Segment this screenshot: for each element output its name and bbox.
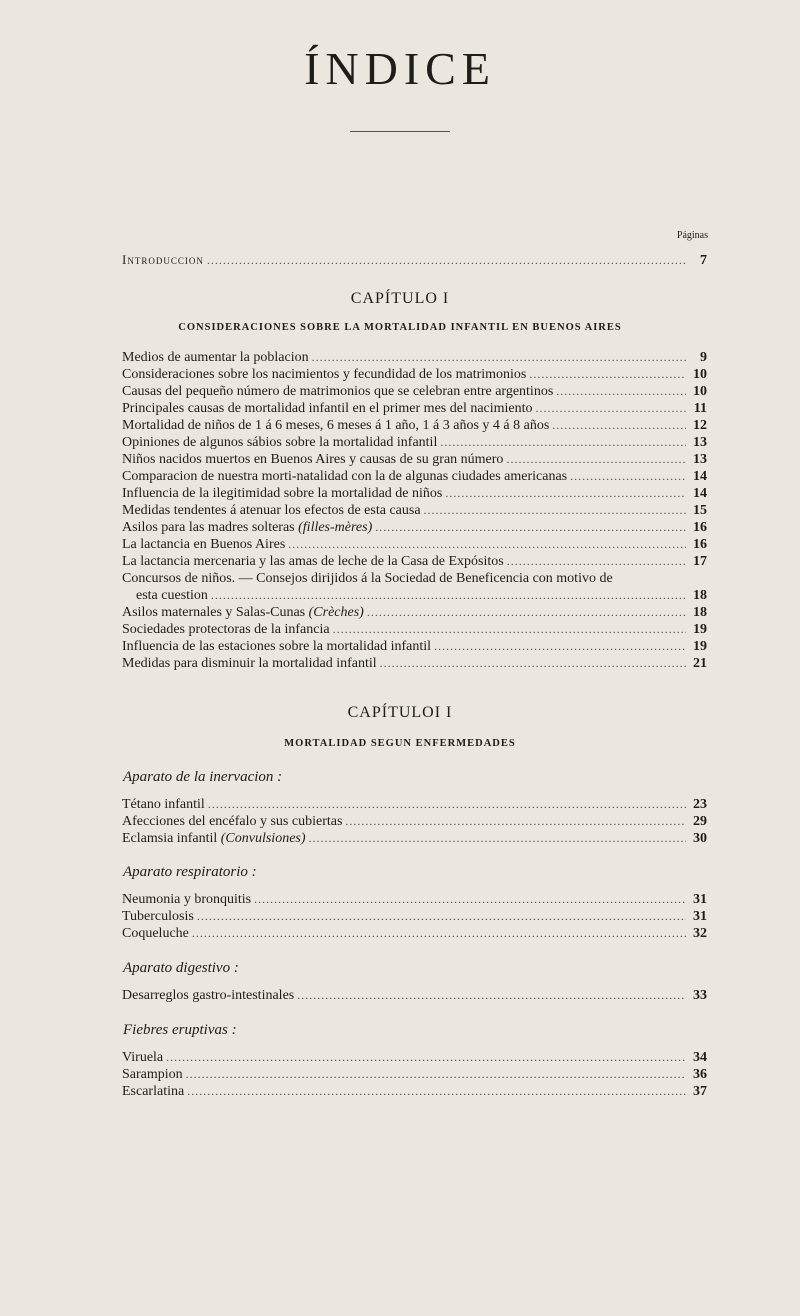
entry-title: Mortalidad de niños de 1 á 6 meses, 6 meses á 1 año, 1 á 3 años y 4 á 8 años xyxy=(122,418,550,433)
entry-title: Medidas para disminuir la mortalidad infantil xyxy=(122,656,377,671)
index-entry[interactable] xyxy=(122,892,707,907)
index-entry[interactable] xyxy=(122,520,707,535)
dot-leader xyxy=(254,892,686,907)
entry-title: Sarampion xyxy=(122,1067,183,1082)
entry-page: 18 xyxy=(693,605,707,620)
entry-title: Influencia de la ilegitimidad sobre la mortalidad de niños xyxy=(122,486,443,501)
index-entry[interactable] xyxy=(122,656,707,671)
chapter-heading: CAPÍTULO I xyxy=(350,290,450,307)
entry-page: 12 xyxy=(693,418,707,433)
index-entry[interactable] xyxy=(122,452,707,467)
entry-page: 10 xyxy=(693,384,707,399)
entry-page: 31 xyxy=(693,909,707,924)
index-entry[interactable] xyxy=(122,622,707,637)
index-entry[interactable] xyxy=(122,401,707,416)
dot-leader xyxy=(186,1067,686,1082)
dot-leader xyxy=(312,350,686,365)
entry-title: Afecciones del encéfalo y sus cubiertas xyxy=(122,814,343,829)
entry-page: 13 xyxy=(693,435,707,450)
entry-page: 16 xyxy=(693,520,707,535)
entry-title: Niños nacidos muertos en Buenos Aires y causas de su gran número xyxy=(122,452,504,467)
chapter-heading: CAPÍTULOI I xyxy=(347,704,453,721)
entry-page: 19 xyxy=(693,639,707,654)
index-entry-wrapped-line1[interactable] xyxy=(122,571,707,586)
entry-page: 18 xyxy=(693,588,707,603)
entry-title: Sociedades protectoras de la infancia xyxy=(122,622,330,637)
dot-leader xyxy=(187,1084,686,1099)
entry-title: Viruela xyxy=(122,1050,164,1065)
section-heading: Fiebres eruptivas : xyxy=(123,1022,237,1038)
dot-leader xyxy=(197,909,686,924)
chapter-subheading: MORTALIDAD SEGUN ENFERMEDADES xyxy=(284,738,516,749)
chapter-subheading: CONSIDERACIONES SOBRE LA MORTALIDAD INFANTIL EN BUENOS AIRES xyxy=(178,322,622,333)
entry-page: 30 xyxy=(693,831,707,846)
entry-page: 33 xyxy=(693,988,707,1003)
entry-title: Principales causas de mortalidad infantil en el primer mes del nacimiento xyxy=(122,401,533,416)
dot-leader xyxy=(445,486,686,501)
entry-page: 7 xyxy=(700,253,707,268)
dot-leader xyxy=(380,656,686,671)
dot-leader xyxy=(570,469,686,484)
title-divider xyxy=(350,131,450,132)
dot-leader xyxy=(309,831,686,846)
dot-leader xyxy=(297,988,686,1003)
index-entry[interactable] xyxy=(122,350,707,365)
entry-page: 14 xyxy=(693,486,707,501)
entry-title-continued: esta cuestion xyxy=(136,588,208,603)
index-entry[interactable] xyxy=(122,988,707,1003)
index-entry[interactable] xyxy=(122,814,707,829)
dot-leader xyxy=(192,926,686,941)
entry-page: 36 xyxy=(693,1067,707,1082)
entry-title: La lactancia mercenaria y las amas de leche de la Casa de Expósitos xyxy=(122,554,504,569)
index-entry[interactable] xyxy=(122,1050,707,1065)
index-entry[interactable] xyxy=(122,926,707,941)
entry-page: 37 xyxy=(693,1084,707,1099)
index-entry[interactable] xyxy=(122,486,707,501)
entry-title: Causas del pequeño número de matrimonios que se celebran entre argentinos xyxy=(122,384,554,399)
index-entry[interactable] xyxy=(122,537,707,552)
dot-leader xyxy=(440,435,686,450)
entry-title: Asilos maternales y Salas-Cunas (Crèches) xyxy=(122,605,364,620)
entry-title: Eclamsia infantil (Convulsiones) xyxy=(122,831,306,846)
entry-page: 17 xyxy=(693,554,707,569)
index-entry[interactable] xyxy=(122,418,707,433)
index-entry[interactable] xyxy=(122,554,707,569)
entry-title: Tuberculosis xyxy=(122,909,194,924)
entry-title: Neumonia y bronquitis xyxy=(122,892,252,907)
entry-page: 11 xyxy=(693,401,707,416)
index-entry[interactable] xyxy=(122,384,707,399)
entry-page: 16 xyxy=(693,537,707,552)
dot-leader xyxy=(434,639,686,654)
index-entry[interactable] xyxy=(122,367,707,382)
dot-leader xyxy=(506,452,686,467)
page-title: ÍNDICE xyxy=(304,43,496,94)
section-heading: Aparato de la inervacion : xyxy=(123,769,283,785)
dot-leader xyxy=(207,253,686,268)
dot-leader xyxy=(424,503,686,518)
entry-page: 21 xyxy=(693,656,707,671)
entry-title: La lactancia en Buenos Aires xyxy=(122,537,286,552)
entry-page: 31 xyxy=(693,892,707,907)
index-entry[interactable] xyxy=(122,435,707,450)
entry-page: 23 xyxy=(693,797,707,812)
dot-leader xyxy=(333,622,686,637)
entry-page: 10 xyxy=(693,367,707,382)
index-entry[interactable] xyxy=(122,797,707,812)
entry-page: 13 xyxy=(693,452,707,467)
dot-leader xyxy=(288,537,686,552)
entry-title: Tétano infantil xyxy=(122,797,205,812)
entry-page: 34 xyxy=(693,1050,707,1065)
index-entry-introduction[interactable] xyxy=(122,252,707,268)
entry-title: Opiniones de algunos sábios sobre la mortalidad infantil xyxy=(122,435,438,450)
entry-title: Medios de aumentar la poblacion xyxy=(122,350,309,365)
dot-leader xyxy=(345,814,686,829)
entry-page: 15 xyxy=(693,503,707,518)
index-entry[interactable] xyxy=(122,831,707,846)
index-entry[interactable] xyxy=(122,639,707,654)
dot-leader xyxy=(208,797,686,812)
section-heading: Aparato digestivo : xyxy=(123,960,239,976)
pages-column-label: Páginas xyxy=(676,230,708,241)
index-entry[interactable] xyxy=(122,1067,707,1082)
entry-title: Comparacion de nuestra morti-natalidad con la de algunas ciudades americanas xyxy=(122,469,568,484)
index-entry[interactable] xyxy=(122,1084,707,1099)
dot-leader xyxy=(556,384,686,399)
entry-title: Concursos de niños. — Consejos dirijidos á la Sociedad de Beneficencia con motivo de xyxy=(122,571,613,586)
entry-page: 14 xyxy=(693,469,707,484)
entry-title: Consideraciones sobre los nacimientos y fecundidad de los matrimonios xyxy=(122,367,527,382)
entry-page: 29 xyxy=(693,814,707,829)
entry-title: Escarlatina xyxy=(122,1084,185,1099)
dot-leader xyxy=(536,401,686,416)
entry-page: 32 xyxy=(693,926,707,941)
section-heading: Aparato respiratorio : xyxy=(123,864,257,880)
index-entry[interactable] xyxy=(122,909,707,924)
index-entry-wrapped-line2[interactable] xyxy=(122,588,707,603)
dot-leader xyxy=(375,520,686,535)
entry-title: Medidas tendentes á atenuar los efectos de esta causa xyxy=(122,503,421,518)
index-entry[interactable] xyxy=(122,469,707,484)
entry-title: Desarreglos gastro-intestinales xyxy=(122,988,295,1003)
entry-title: Introduccion xyxy=(122,252,204,267)
dot-leader xyxy=(211,588,686,603)
entry-title: Asilos para las madres solteras (filles-mères) xyxy=(122,520,373,535)
entry-title: Influencia de las estaciones sobre la mortalidad infantil xyxy=(122,639,432,654)
dot-leader xyxy=(367,605,686,620)
dot-leader xyxy=(529,367,686,382)
entry-page: 9 xyxy=(700,350,707,365)
index-entry[interactable] xyxy=(122,605,707,620)
entry-page: 19 xyxy=(693,622,707,637)
dot-leader xyxy=(507,554,686,569)
index-entry[interactable] xyxy=(122,503,707,518)
entry-title: Coqueluche xyxy=(122,926,189,941)
dot-leader xyxy=(552,418,686,433)
dot-leader xyxy=(166,1050,686,1065)
